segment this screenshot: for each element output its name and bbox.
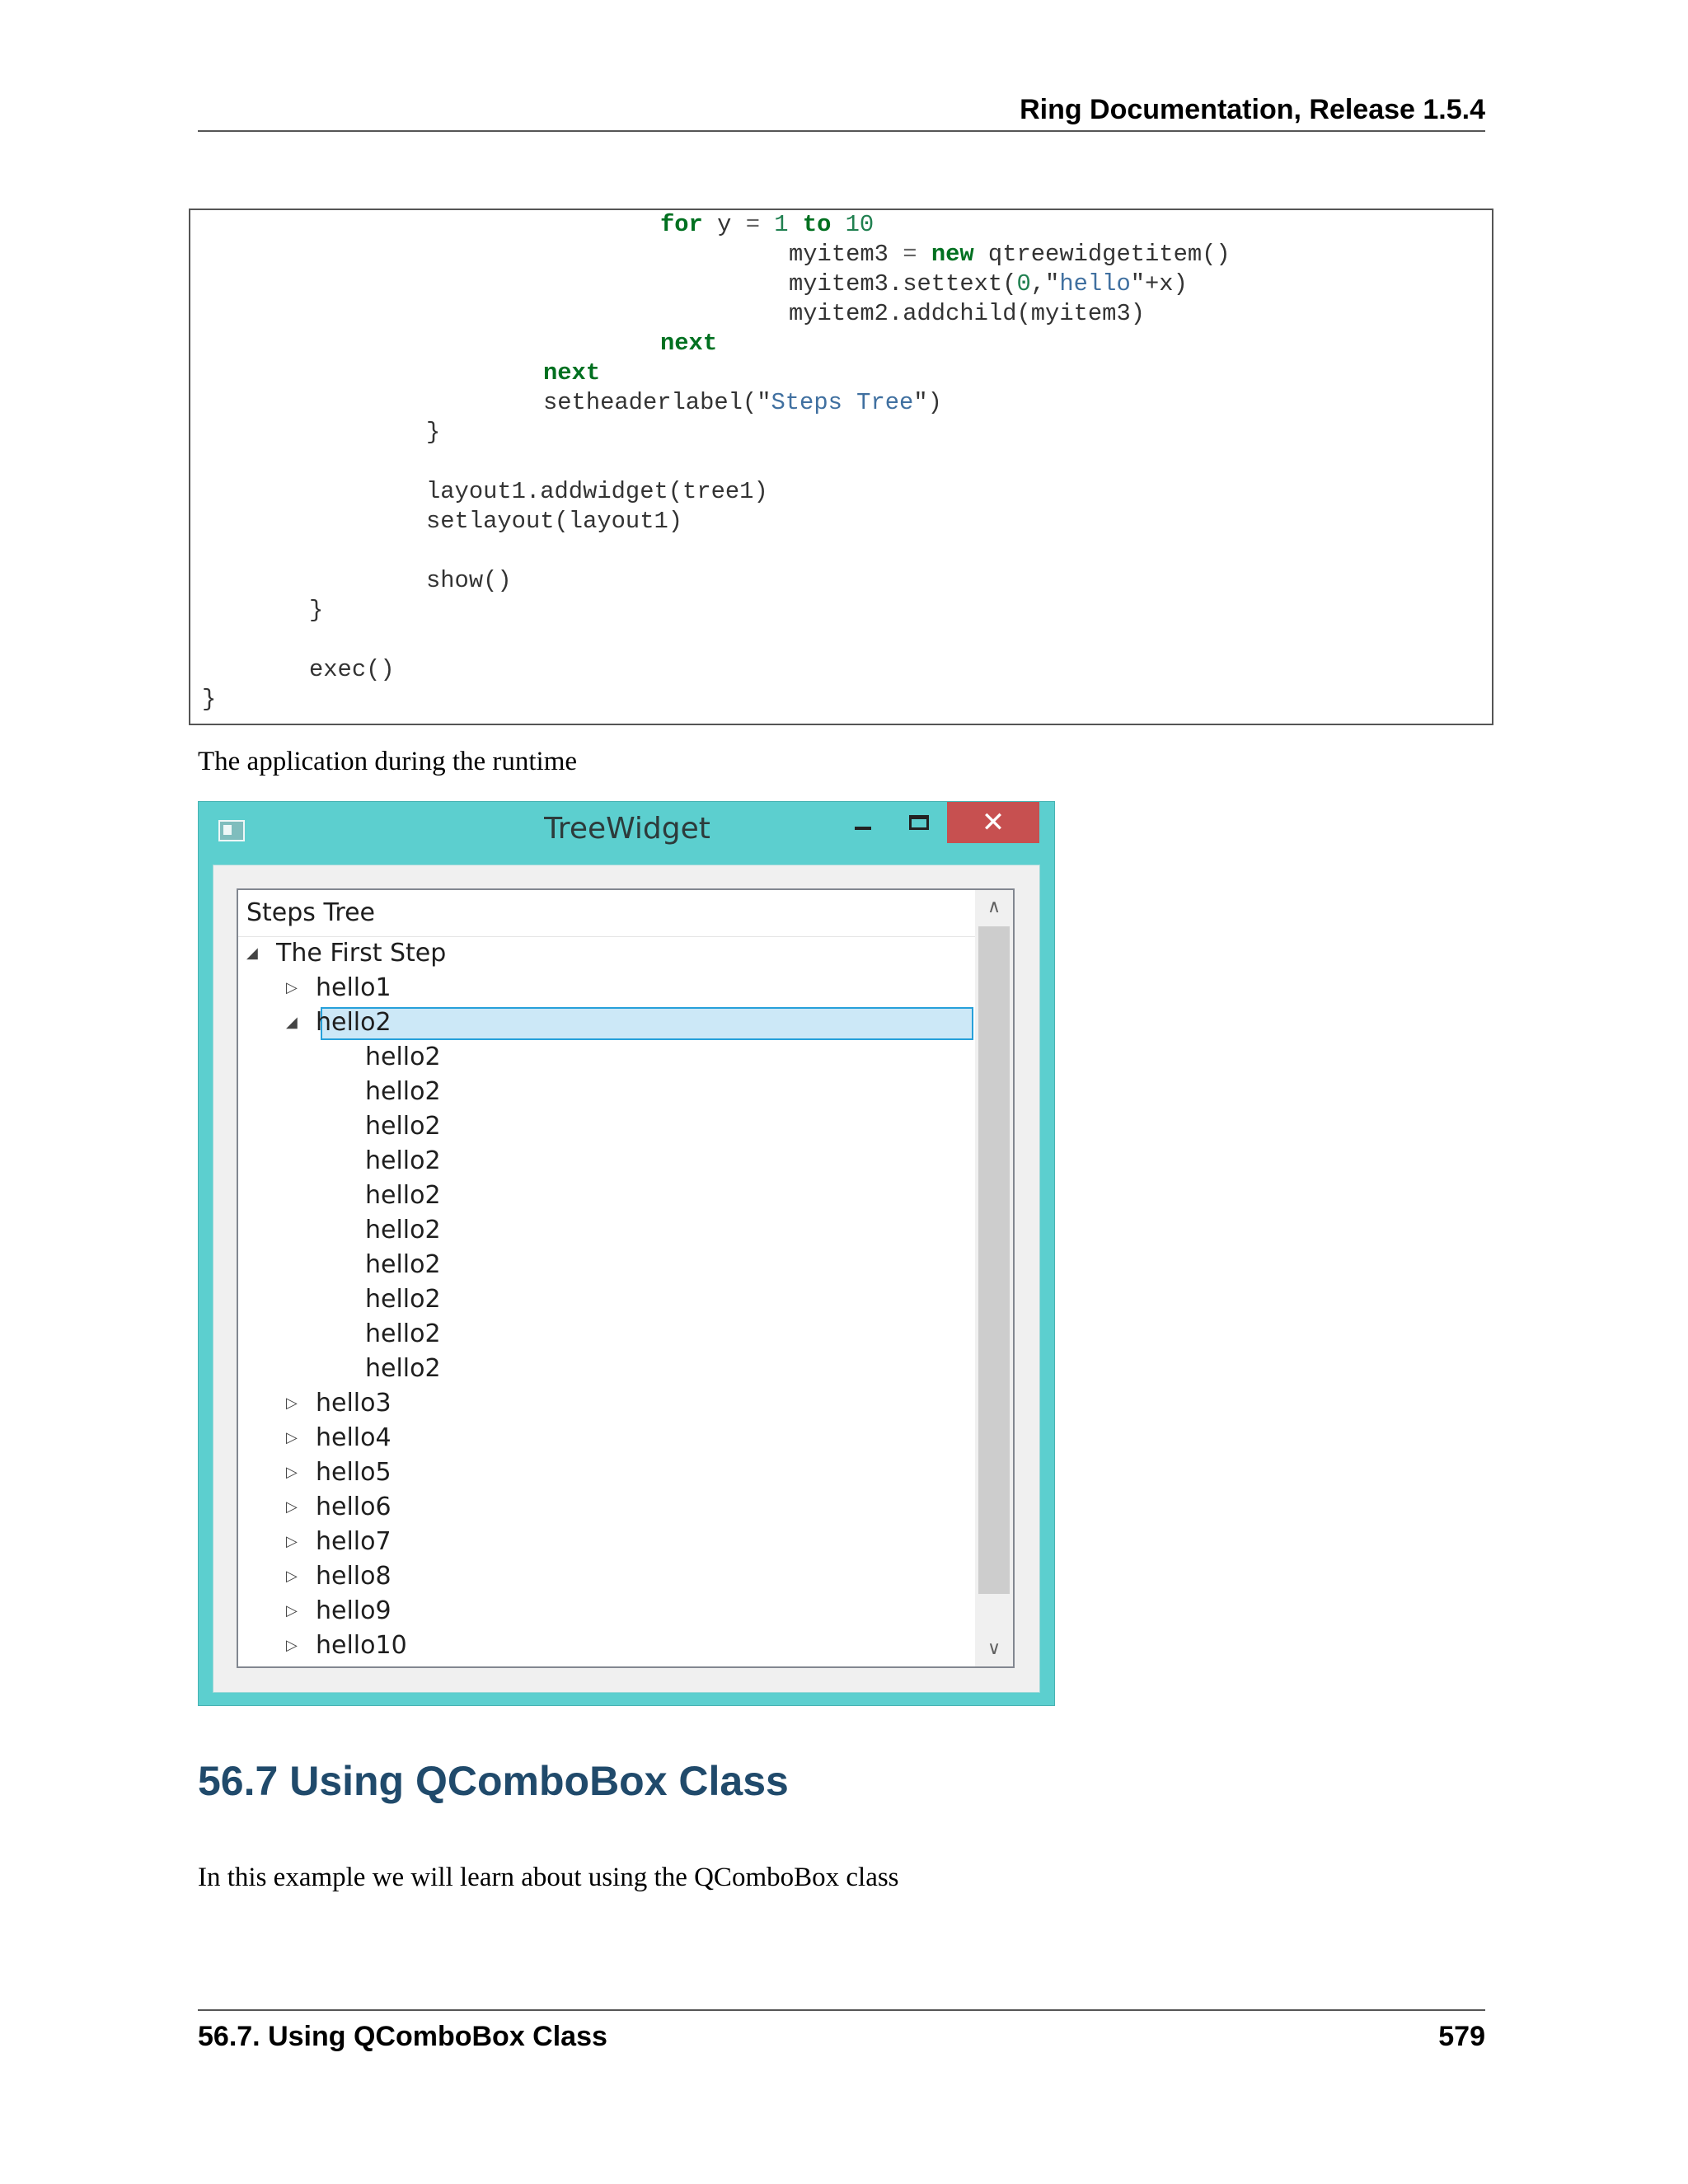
code-line: exec() bbox=[309, 656, 395, 683]
tree-child-item[interactable]: hello2 bbox=[365, 1043, 441, 1071]
code-line: myitem2.addchild(myitem3) bbox=[789, 300, 1146, 327]
collapsed-arrow-icon[interactable]: ▷ bbox=[286, 1464, 298, 1481]
maximize-button[interactable] bbox=[909, 815, 929, 830]
vertical-scrollbar[interactable] bbox=[975, 890, 1013, 1666]
tree-child-item[interactable]: hello2 bbox=[365, 1354, 441, 1383]
close-button[interactable]: ✕ bbox=[947, 802, 1039, 843]
scrollbar-thumb[interactable] bbox=[978, 926, 1010, 1594]
code-line: next bbox=[543, 359, 601, 387]
section-title: 56.7 Using QComboBox Class bbox=[198, 1758, 789, 1804]
page-number: 579 bbox=[1438, 2021, 1485, 2052]
footer-section: 56.7. Using QComboBox Class bbox=[198, 2021, 607, 2052]
tree-header-label: Steps Tree bbox=[246, 898, 375, 927]
code-line: myitem3 = new qtreewidgetitem() bbox=[789, 241, 1231, 268]
code-line: setheaderlabel("Steps Tree") bbox=[543, 389, 942, 416]
tree-child-item[interactable]: hello2 bbox=[365, 1146, 441, 1175]
runtime-caption: The application during the runtime bbox=[198, 747, 578, 776]
collapsed-arrow-icon[interactable]: ▷ bbox=[286, 1602, 298, 1619]
window-title: TreeWidget bbox=[544, 812, 710, 846]
tree-child-item[interactable]: hello2 bbox=[365, 1077, 441, 1106]
tree-child-item[interactable]: hello2 bbox=[365, 1112, 441, 1141]
scroll-up-icon[interactable]: ∧ bbox=[987, 897, 1001, 917]
collapsed-arrow-icon[interactable]: ▷ bbox=[286, 1498, 298, 1516]
tree-child-item[interactable]: hello2 bbox=[365, 1250, 441, 1279]
collapsed-arrow-icon[interactable]: ▷ bbox=[286, 979, 298, 996]
tree-child-item[interactable]: hello2 bbox=[365, 1319, 441, 1348]
minimize-button[interactable] bbox=[855, 827, 871, 830]
collapsed-arrow-icon[interactable]: ▷ bbox=[286, 1533, 298, 1550]
document-title: Ring Documentation, Release 1.5.4 bbox=[1020, 94, 1485, 125]
tree-widget[interactable]: Steps Tree ◢ The First Step ▷ hello1 ◢ hello2 hello2 hello2 hello2 hello2 hello2 hello2 hello2 hello2 hello2 hello2 ▷ hello3 ▷ hello4 ▷ hello5 ▷ hello6 ▷ hello7 ▷ hello8 ▷ hello9 ▷ hello10 ∧ ∨ bbox=[237, 888, 1015, 1668]
scroll-down-icon[interactable]: ∨ bbox=[987, 1638, 1001, 1659]
expanded-arrow-icon[interactable]: ◢ bbox=[246, 944, 258, 962]
code-line: } bbox=[202, 686, 217, 713]
treewidget-window bbox=[198, 801, 1055, 1706]
code-line: next bbox=[660, 330, 718, 357]
tree-child-item[interactable]: hello2 bbox=[365, 1285, 441, 1314]
page-header bbox=[198, 89, 1485, 132]
section-intro: In this example we will learn about using the QComboBox class bbox=[198, 1863, 899, 1892]
code-line: myitem3.settext(0,"hello"+x) bbox=[789, 270, 1188, 298]
code-line: } bbox=[426, 419, 441, 446]
collapsed-arrow-icon[interactable]: ▷ bbox=[286, 1429, 298, 1446]
code-line: show() bbox=[426, 567, 512, 594]
tree-header[interactable] bbox=[238, 890, 975, 937]
code-line: setlayout(layout1) bbox=[426, 508, 683, 535]
tree-child-item[interactable]: hello2 bbox=[365, 1216, 441, 1244]
code-line: layout1.addwidget(tree1) bbox=[426, 478, 768, 505]
code-block bbox=[189, 209, 1493, 725]
collapsed-arrow-icon[interactable]: ▷ bbox=[286, 1394, 298, 1412]
expanded-arrow-icon[interactable]: ◢ bbox=[286, 1014, 298, 1031]
footer-divider bbox=[198, 2009, 1485, 2011]
collapsed-arrow-icon[interactable]: ▷ bbox=[286, 1568, 298, 1585]
collapsed-arrow-icon[interactable]: ▷ bbox=[286, 1637, 298, 1654]
tree-child-item[interactable]: hello2 bbox=[365, 1181, 441, 1210]
code-line: for y = 1 to 10 bbox=[660, 211, 874, 238]
window-client-area bbox=[213, 865, 1040, 1693]
selection-highlight bbox=[321, 1007, 973, 1040]
code-line: } bbox=[309, 597, 324, 624]
